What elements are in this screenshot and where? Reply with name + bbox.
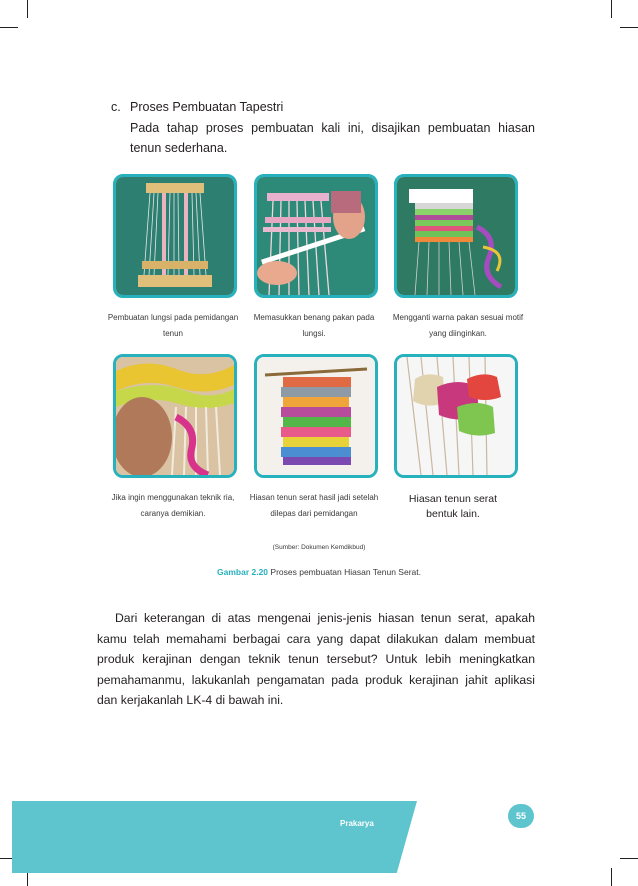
- other-tapestry-icon: [397, 357, 515, 475]
- crop-mark: [620, 858, 638, 859]
- footer-subject: Prakarya: [340, 819, 374, 828]
- page-number: 55: [508, 804, 534, 828]
- photo-caption-1: Pembuatan lungsi pada pemidangan tenun: [107, 313, 239, 338]
- section-title: Proses Pembuatan Tapestri: [130, 100, 284, 114]
- photo-other-tapestry: [394, 354, 518, 478]
- rya-technique-icon: [116, 357, 234, 475]
- photo-source: (Sumber: Dokumen Kemdikbud): [272, 544, 366, 551]
- photo-weaving-hands: [254, 174, 378, 298]
- loom-warp-icon: [116, 177, 234, 295]
- photo-caption-6: Hiasan tenun serat bentuk lain.: [408, 493, 498, 520]
- photo-caption-4: Jika ingin menggunakan teknik ria, caranya demikian.: [111, 493, 235, 518]
- finished-tapestry-icon: [257, 357, 375, 475]
- crop-mark: [0, 27, 18, 28]
- weaving-hands-icon: [257, 177, 375, 295]
- figure-label: Gambar 2.20: [217, 567, 269, 577]
- photo-rya-technique: [113, 354, 237, 478]
- crop-mark: [611, 868, 612, 886]
- section-heading: [111, 100, 283, 114]
- photo-caption-5: Hiasan tenun serat hasil jadi setelah dilepas dari pemidangan: [249, 493, 379, 518]
- photo-loom-warp: [113, 174, 237, 298]
- photo-finished-tapestry: [254, 354, 378, 478]
- body-paragraph: Dari keterangan di atas mengenai jenis-jenis hiasan tenun serat, apakah kamu telah memahami berbagai cara yang dapat dilakukan dalam membuat produk kerajinan dengan teknik tenun tersebut? Untuk lebih meningkatkan pemahamanmu, lakukanlah pengamatan pada produk kerajinan jahit aplikasi dan kerjakanlah LK-4 di bawah ini.: [97, 611, 535, 707]
- photo-caption-3: Mengganti warna pakan sesuai motif yang diinginkan.: [392, 313, 524, 338]
- section-letter: c.: [111, 100, 121, 114]
- intro-paragraph: Pada tahap proses pembuatan kali ini, disajikan pembuatan hiasan tenun sederhana.: [130, 121, 535, 155]
- colored-weft-icon: [397, 177, 515, 295]
- footer-bar: [12, 801, 417, 873]
- figure-caption: [0, 567, 638, 577]
- photo-caption-2: Memasukkan benang pakan pada lungsi.: [253, 313, 375, 338]
- figure-caption-text: Proses pembuatan Hiasan Tenun Serat.: [270, 567, 421, 577]
- crop-mark: [620, 27, 638, 28]
- photo-colored-weft: [394, 174, 518, 298]
- crop-mark: [27, 0, 28, 18]
- crop-mark: [611, 0, 612, 18]
